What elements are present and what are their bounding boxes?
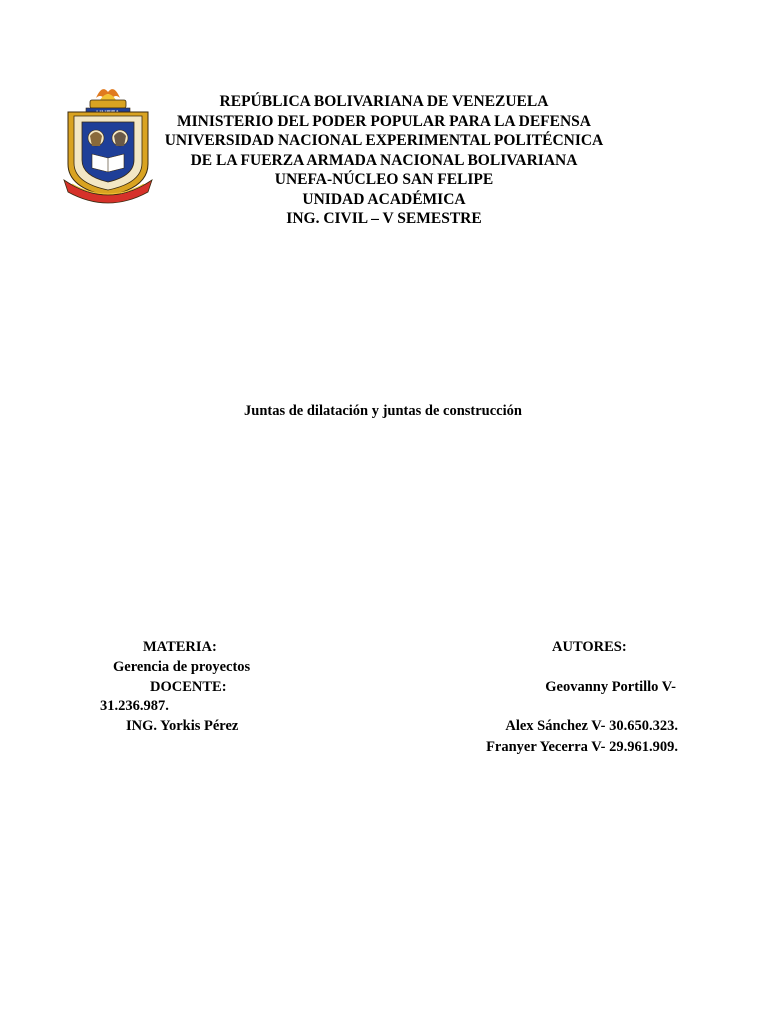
docente-value: ING. Yorkis Pérez (126, 718, 239, 734)
header-line-campus: UNEFA-NÚCLEO SAN FELIPE (274, 171, 494, 188)
author-id-wrapped-fragment: 31.236.987. (100, 698, 169, 714)
author-2: Alex Sánchez V- 30.650.323. (505, 718, 678, 734)
header-line-armed-force: DE LA FUERZA ARMADA NACIONAL BOLIVARIANA (190, 151, 578, 169)
author-3: Franyer Yecerra V- 29.961.909. (486, 739, 678, 755)
materia-label: MATERIA: (143, 639, 217, 655)
institution-header (0, 92, 768, 229)
header-line-university: UNIVERSIDAD NACIONAL EXPERIMENTAL POLITÉCNICA (164, 132, 604, 149)
materia-value: Gerencia de proyectos (113, 659, 251, 675)
author-1: Geovanny Portillo V- (545, 679, 676, 695)
header-line-ministry: MINISTERIO DEL PODER POPULAR PARA LA DEFENSA (177, 112, 591, 130)
document-title: Juntas de dilatación y juntas de construcción (244, 403, 522, 419)
header-line-republic: REPÚBLICA BOLIVARIANA DE VENEZUELA (219, 93, 549, 110)
header-line-unit: UNIDAD ACADÉMICA (302, 190, 466, 208)
autores-label: AUTORES: (552, 639, 627, 655)
header-line-program: ING. CIVIL – V SEMESTRE (286, 210, 482, 227)
docente-label: DOCENTE: (150, 679, 227, 695)
